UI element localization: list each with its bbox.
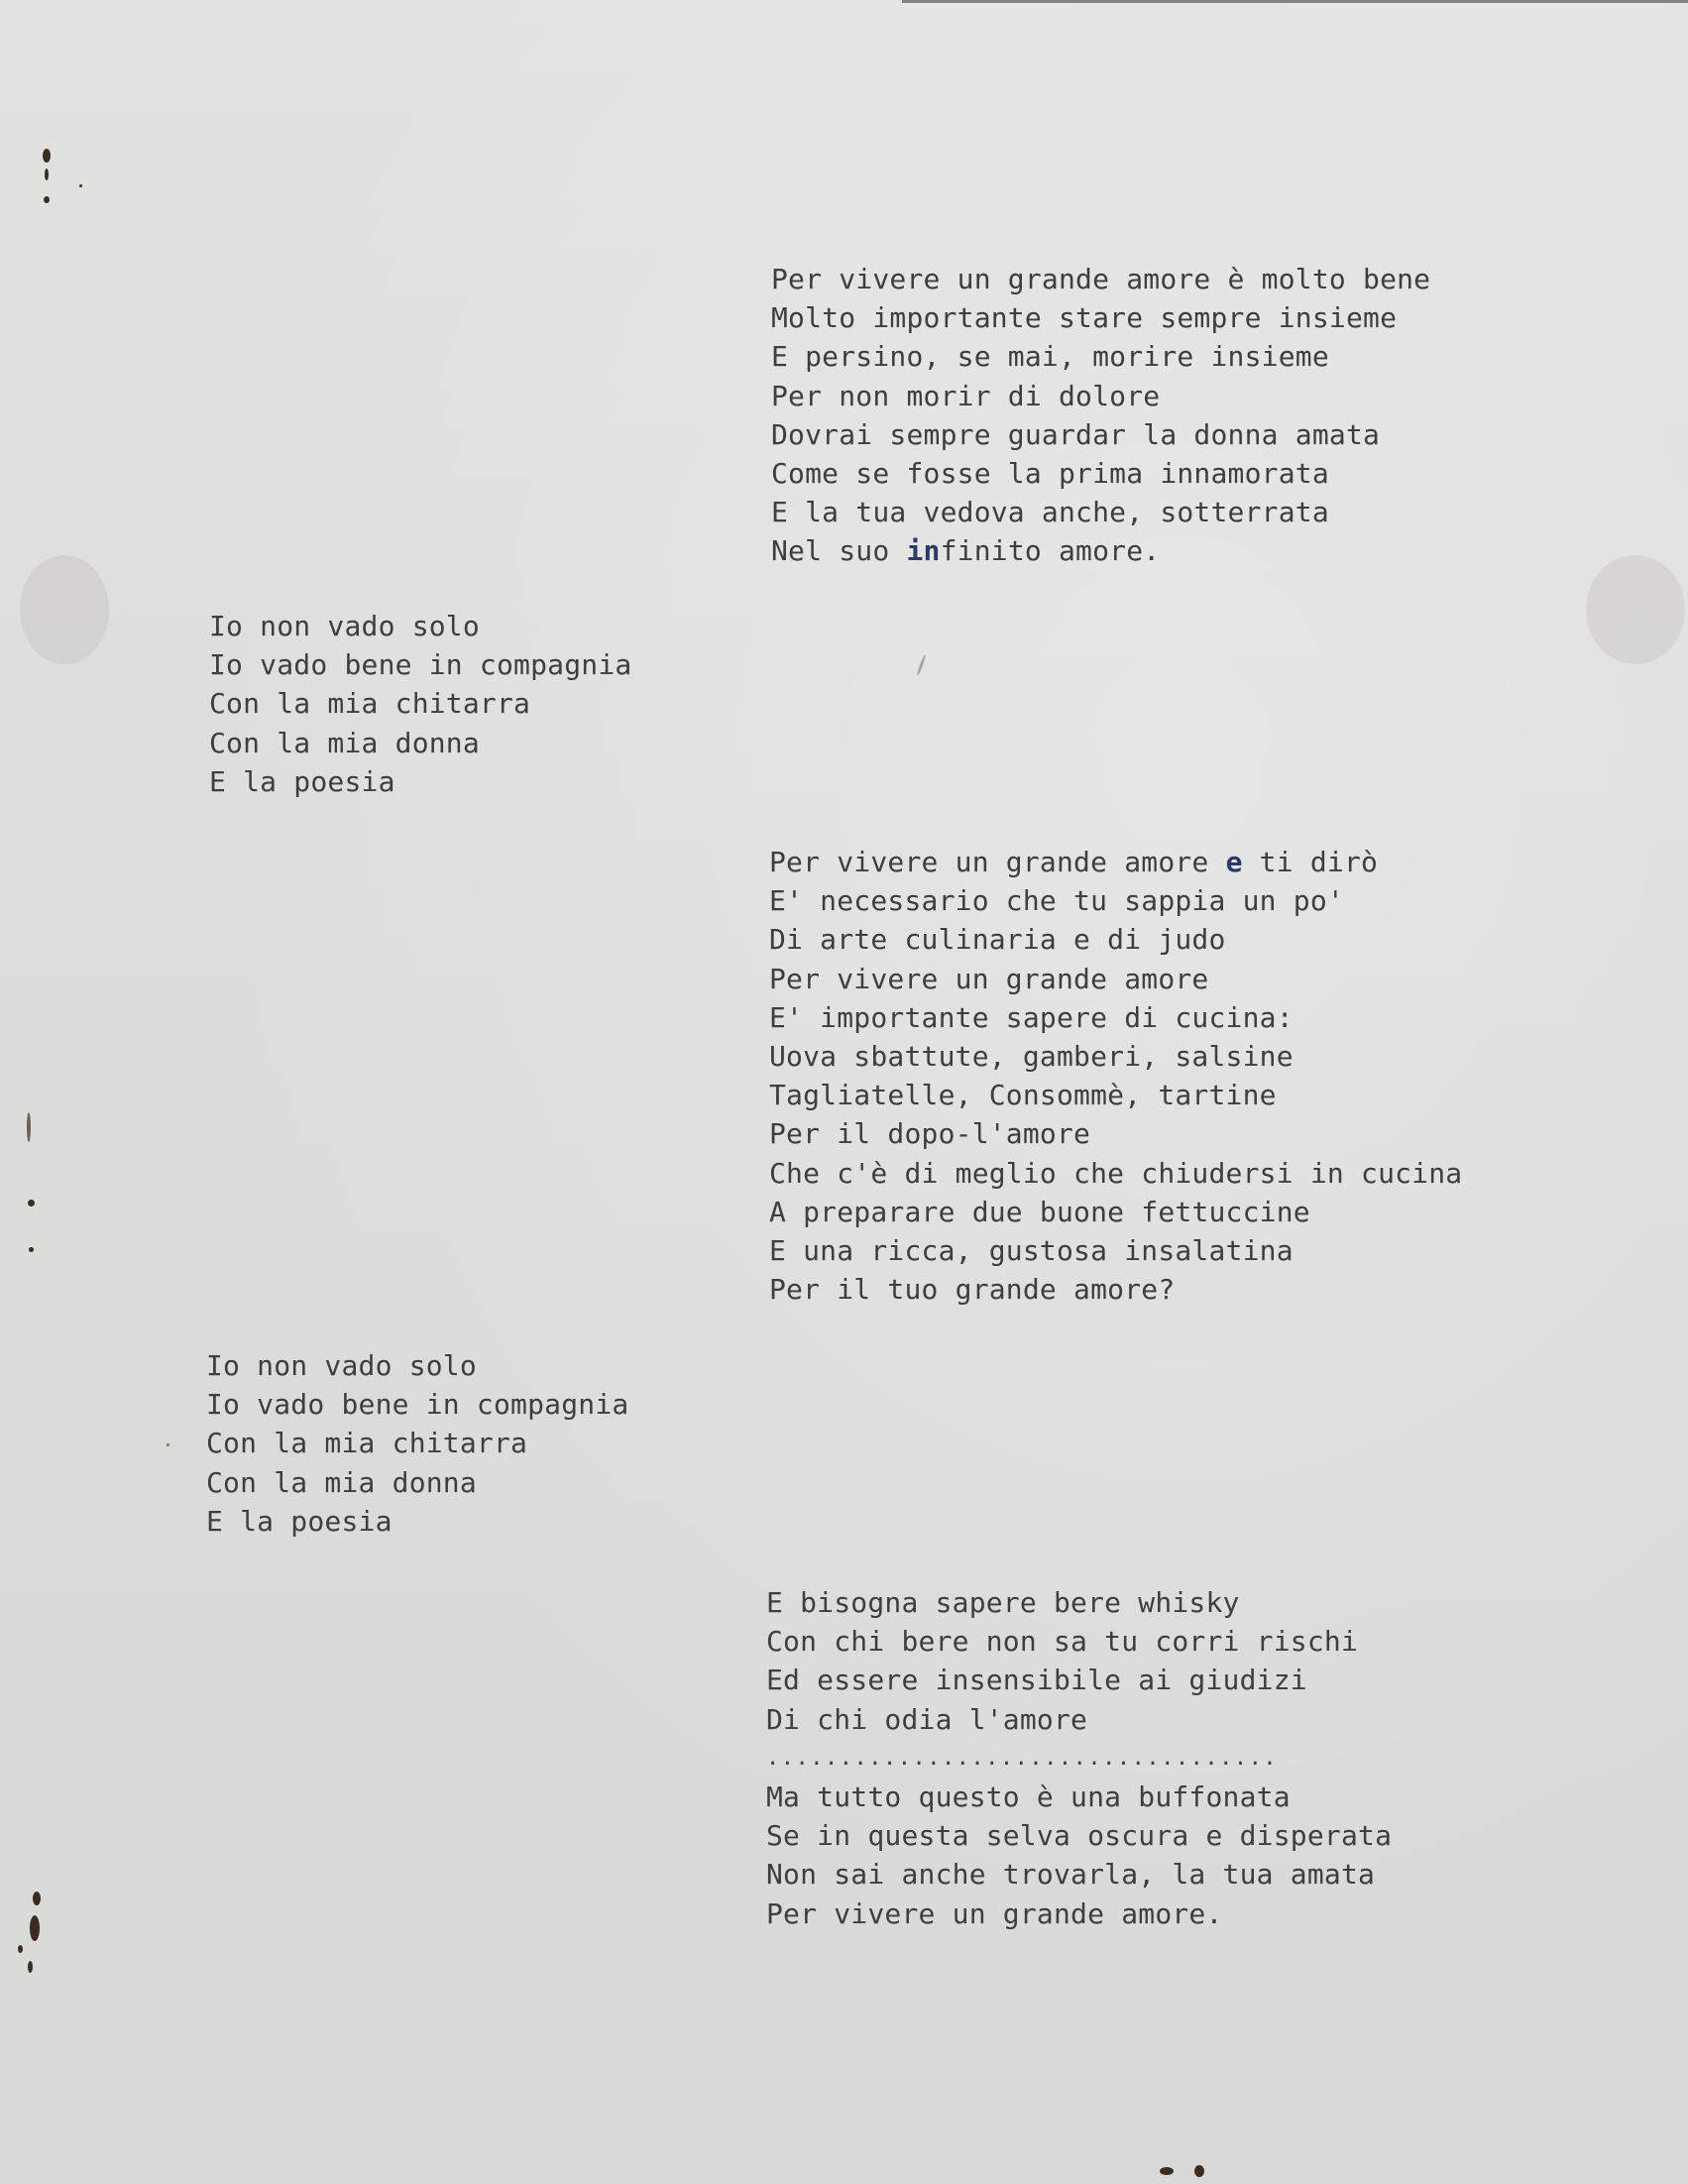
poem-line: Che c'è di meglio che chiudersi in cucina (769, 1156, 1463, 1190)
poem-line: Con la mia donna (209, 726, 480, 759)
rust-mark (45, 169, 49, 180)
poem-line-with-correction (771, 531, 1430, 570)
poem-line: Ed essere insensibile ai giudizi (766, 1664, 1307, 1697)
poem-line: Tagliatelle, Consommè, tartine (769, 1079, 1277, 1112)
poem-line: Per vivere un grande amore. (766, 1897, 1223, 1930)
stanza-1 (771, 260, 1430, 571)
rust-mark (28, 1200, 35, 1207)
rust-mark (33, 1892, 41, 1905)
poem-line: Con la mia donna (206, 1465, 477, 1499)
poem-line: Con chi bere non sa tu corri rischi (766, 1625, 1359, 1659)
refrain-2 (206, 1346, 628, 1541)
poem-line: Di arte culinaria e di judo (769, 923, 1226, 957)
poem-line: Molto importante stare sempre insieme (771, 301, 1398, 335)
poem-line: Non sai anche trovarla, la tua amata (766, 1858, 1376, 1892)
typed-over-correction: e (1225, 846, 1243, 878)
poem-line: Dovrai sempre guardar la donna amata (771, 417, 1381, 451)
dotted-separator: ................................... (766, 1745, 1279, 1771)
rust-mark (18, 1945, 23, 1953)
poem-line: Di chi odia l'amore (766, 1702, 1088, 1736)
rust-mark (43, 149, 51, 163)
poem-line: Io vado bene in compagnia (206, 1388, 629, 1422)
rust-mark (1160, 2167, 1174, 2175)
poem-line: Per vivere un grande amore è molto bene (771, 263, 1431, 295)
paper-fiber (916, 654, 926, 676)
rust-mark (167, 1443, 169, 1446)
poem-line: E persino, se mai, morire insieme (771, 340, 1329, 374)
bleed-through-smudge (20, 555, 109, 664)
poem-line: E' importante sapere di cucina: (769, 1000, 1294, 1034)
poem-line: E bisogna sapere bere whisky (766, 1586, 1240, 1619)
poem-line: E una ricca, gustosa insalatina (769, 1233, 1294, 1267)
typed-over-correction: in (906, 534, 941, 568)
poem-line: Se in questa selva oscura e disperata (766, 1819, 1393, 1853)
poem-line: Ma tutto questo è una buffonata (766, 1780, 1291, 1813)
rust-mark (29, 1247, 34, 1252)
poem-line: Per non morir di dolore (771, 379, 1161, 412)
refrain-1 (209, 607, 631, 801)
poem-line: E la tua vedova anche, sotterrata (771, 496, 1329, 529)
rust-mark (30, 1915, 40, 1941)
poem-line: Con la mia chitarra (206, 1427, 528, 1460)
poem-line-with-correction (769, 843, 1462, 881)
poem-line: A preparare due buone fettuccine (769, 1195, 1310, 1228)
rust-mark (28, 1961, 33, 1973)
line-text: ti dirò (1242, 846, 1379, 878)
poem-line: Per il tuo grande amore? (769, 1273, 1176, 1307)
bleed-through-smudge (1586, 555, 1685, 664)
rust-mark (79, 184, 82, 187)
line-text: finito amore. (940, 534, 1161, 568)
poem-line: Uova sbattute, gamberi, salsine (769, 1039, 1294, 1073)
rust-mark (27, 1112, 31, 1142)
rust-mark (1194, 2165, 1204, 2177)
page-top-edge (902, 0, 1688, 3)
stanza-3 (766, 1583, 1392, 1933)
poem-line: Io non vado solo (209, 610, 480, 642)
poem-line: Come se fosse la prima innamorata (771, 456, 1329, 490)
stanza-2 (769, 843, 1462, 1309)
line-text: Per vivere un grande amore (769, 846, 1226, 878)
poem-line: E la poesia (209, 764, 395, 798)
poem-line: Per il dopo-l'amore (769, 1117, 1091, 1151)
poem-line: Io vado bene in compagnia (209, 648, 632, 682)
poem-line: E' necessario che tu sappia un po' (769, 884, 1344, 918)
poem-line: E la poesia (206, 1504, 393, 1538)
line-text: Nel suo (771, 534, 907, 568)
rust-mark (44, 196, 50, 203)
poem-line: Per vivere un grande amore (769, 962, 1209, 995)
poem-line: Con la mia chitarra (209, 687, 531, 721)
poem-line: Io non vado solo (206, 1349, 477, 1382)
